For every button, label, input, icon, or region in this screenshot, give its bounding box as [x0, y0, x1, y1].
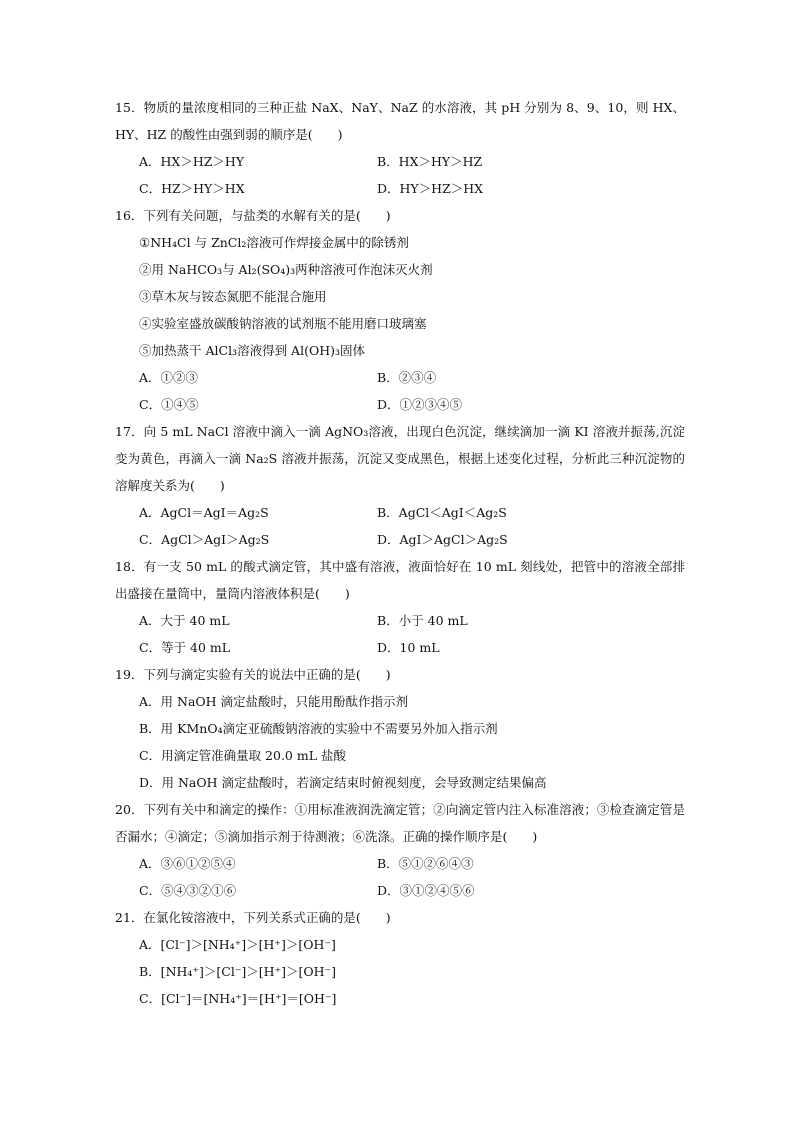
answer-option: A．大于 40 mL [139, 613, 230, 628]
answer-option: C．[Cl⁻]＝[NH₄⁺]＝[H⁺]＝[OH⁻] [139, 991, 337, 1006]
option-row [115, 634, 685, 661]
answer-option: C．等于 40 mL [139, 640, 231, 655]
answer-option: D．①②③④⑤ [377, 397, 463, 412]
answer-option: B．用 KMnO₄滴定亚硫酸钠溶液的实验中不需要另外加入指示剂 [139, 721, 498, 736]
statement-item: ①NH₄Cl 与 ZnCl₂溶液可作焊接金属中的除锈剂 [139, 235, 409, 250]
answer-options [115, 688, 685, 796]
option-row [115, 850, 685, 877]
option-row [115, 364, 685, 391]
answer-options [115, 850, 685, 904]
question-list [115, 94, 685, 1012]
answer-option: B．[NH₄⁺]＞[Cl⁻]＞[H⁺]＞[OH⁻] [139, 964, 337, 979]
answer-option: B．小于 40 mL [377, 613, 468, 628]
question-q16 [115, 202, 685, 418]
answer-option: B．HX＞HY＞HZ [377, 154, 483, 169]
answer-option: A．HX＞HZ＞HY [139, 154, 245, 169]
statement-item: ②用 NaHCO₃与 Al₂(SO₄)₃两种溶液可作泡沫灭火剂 [139, 262, 433, 277]
option-row [115, 175, 685, 202]
answer-option: D．AgI＞AgCl＞Ag₂S [377, 532, 508, 547]
question-stem: 16．下列有关问题，与盐类的水解有关的是( ) [115, 208, 391, 223]
answer-option: A．用 NaOH 滴定盐酸时，只能用酚酞作指示剂 [139, 694, 409, 709]
answer-option: A．③⑥①②⑤④ [139, 856, 236, 871]
answer-option: D．③①②④⑤⑥ [377, 883, 475, 898]
answer-option: B．⑤①②⑥④③ [377, 856, 474, 871]
statement-item: ③草木灰与铵态氮肥不能混合施用 [139, 289, 327, 304]
answer-option: A．①②③ [139, 370, 199, 385]
option-row [115, 526, 685, 553]
question-stem: 20．下列有关中和滴定的操作：①用标准液润洗滴定管；②向滴定管内注入标准溶液；③检查滴定管是否漏水；④滴定；⑤滴加指示剂于待测液；⑥洗涤。正确的操作顺序是( ) [115, 802, 685, 844]
answer-option: C．用滴定管准确量取 20.0 mL 盐酸 [139, 748, 346, 763]
answer-options [115, 607, 685, 661]
answer-option: D．HY＞HZ＞HX [377, 181, 484, 196]
answer-options [115, 148, 685, 202]
question-stem: 19．下列与滴定实验有关的说法中正确的是( ) [115, 667, 391, 682]
answer-option: D．用 NaOH 滴定盐酸时，若滴定结束时俯视刻度，会导致测定结果偏高 [139, 775, 547, 790]
answer-option: C．AgCl＞AgI＞Ag₂S [139, 532, 270, 547]
option-row [115, 877, 685, 904]
question-stem: 17．向 5 mL NaCl 溶液中滴入一滴 AgNO₃溶液，出现白色沉淀，继续滴加一滴 KI 溶液并振荡,沉淀变为黄色，再滴入一滴 Na₂S 溶液并振荡，沉淀又变成黑色，根据上述变化过程，分析此三种沉淀物的溶解度关系为( ) [115, 424, 685, 493]
question-q20 [115, 796, 685, 904]
question-q21 [115, 904, 685, 1012]
option-row [115, 607, 685, 634]
answer-option: D．10 mL [377, 640, 440, 655]
answer-option: B．AgCl＜AgI＜Ag₂S [377, 505, 507, 520]
question-stem: 18．有一支 50 mL 的酸式滴定管，其中盛有溶液，液面恰好在 10 mL 刻线处，把管中的溶液全部排出盛接在量筒中，量筒内溶液体积是( ) [115, 559, 685, 601]
option-row [115, 499, 685, 526]
statement-item: ⑤加热蒸干 AlCl₃溶液得到 Al(OH)₃固体 [139, 343, 365, 358]
question-q18 [115, 553, 685, 661]
answer-options [115, 499, 685, 553]
answer-option: C．HZ＞HY＞HX [139, 181, 245, 196]
answer-options [115, 364, 685, 418]
option-row [115, 148, 685, 175]
question-q19 [115, 661, 685, 796]
question-q17 [115, 418, 685, 553]
option-row [115, 391, 685, 418]
answer-option: C．⑤④③②①⑥ [139, 883, 237, 898]
answer-option: A．[Cl⁻]＞[NH₄⁺]＞[H⁺]＞[OH⁻] [139, 937, 336, 952]
question-stem: 21．在氯化铵溶液中，下列关系式正确的是( ) [115, 910, 391, 925]
answer-option: C．①④⑤ [139, 397, 199, 412]
answer-options [115, 931, 685, 1012]
statement-item: ④实验室盛放碳酸钠溶液的试剂瓶不能用磨口玻璃塞 [139, 316, 427, 331]
question-stem: 15．物质的量浓度相同的三种正盐 NaX、NaY、NaZ 的水溶液，其 pH 分别为 8、9、10，则 HX、HY、HZ 的酸性由强到弱的顺序是( ) [115, 100, 685, 142]
answer-option: B．②③④ [377, 370, 437, 385]
question-q15 [115, 94, 685, 202]
answer-option: A．AgCl＝AgI＝Ag₂S [139, 505, 269, 520]
